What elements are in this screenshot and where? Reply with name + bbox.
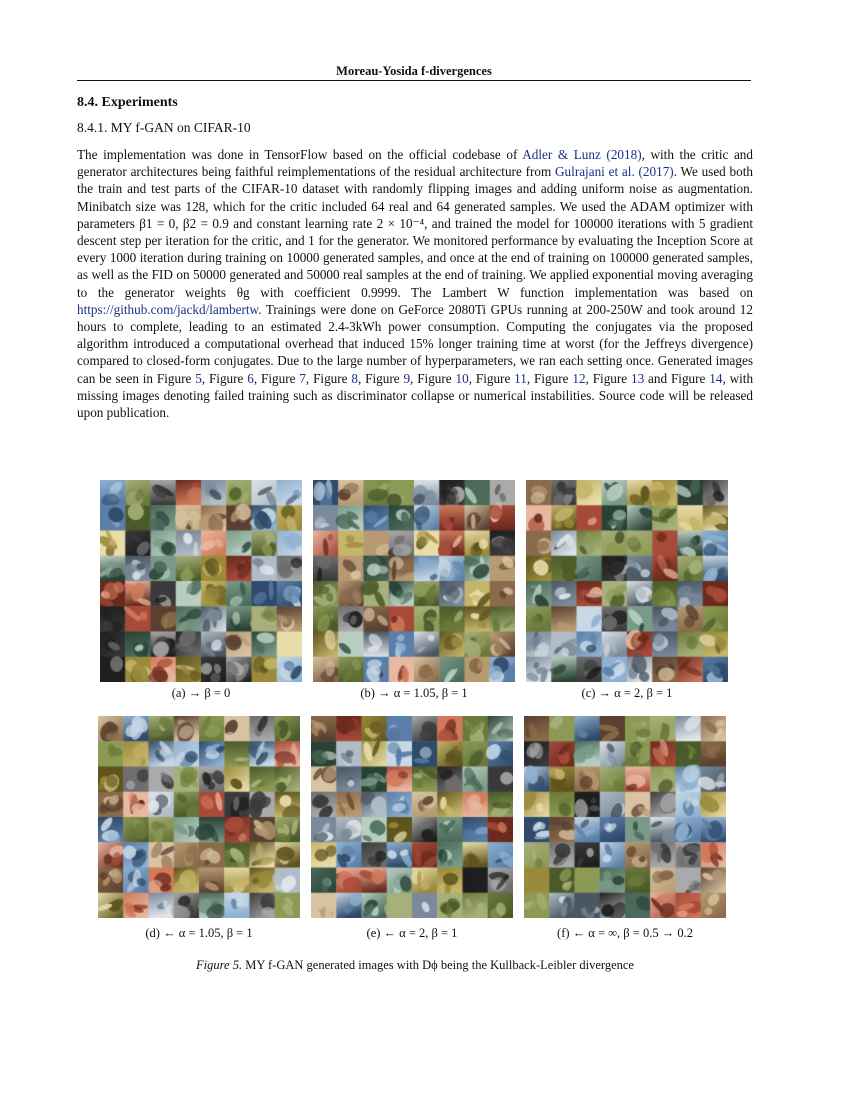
figure-ref-13[interactable]: 13	[631, 370, 645, 386]
figure-caption-label: Figure 5.	[196, 958, 243, 972]
subcaption-a: (a) → β = 0	[171, 686, 231, 700]
figure-ref-6[interactable]: 6	[247, 370, 254, 386]
sample-grid-b	[313, 480, 515, 682]
lambertw-url-link[interactable]: https://github.com/jackd/lambertw	[77, 301, 259, 317]
subcaption-d: (d) ← α = 1.05, β = 1	[145, 926, 253, 940]
subsection-title: 8.4.1. MY f-GAN on CIFAR-10	[77, 120, 251, 135]
body-text-1: The implementation was done in TensorFlow based on the official codebase of	[77, 147, 518, 162]
subcaption-f: (f) ← α = ∞, β = 0.5 → 0.2	[557, 926, 693, 940]
sample-grid-a	[100, 480, 302, 682]
figure-ref-14[interactable]: 14	[709, 370, 723, 386]
body-paragraph: The implementation was done in TensorFlow based on the official codebase of Adler & Lunz (2018), with the critic and generator architectures being faithful reimplementations of the residual architecture from Gulrajani et al. (2017). We used both the train and test parts of the CIFAR-10 dataset with randomly flipping images and adding uniform noise as augmentation. Minibatch size was 128, which for the critic included 64 real and 64 generated samples. We used the ADAM optimizer with parameters β1 = 0, β2 = 0.9 and constant learning rate 2 × 10⁻⁴, and trained the model for 100000 iterations with 5 gradient descent step per iteration for the critic, and 1 for the generator. We monitored performance by evaluating the Inception Score at every 1000 iteration during training on 10000 generated samples, and once at the end of training on 100000 generated samples, as well as the FID on 50000 generated and 50000 real samples at the end of training. We applied exponential moving averaging to the generator weights θg with coefficient 0.9999. The Lambert W function implementation was based on https://github.com/jackd/lambertw. Trainings were done on GeForce 2080Ti GPUs running at 200-250W and took around 12 hours to complete, leading to an estimated 2.4-3kWh power consumption. Computing the conjugates via the proposed algorithm introduced a computational overhead that induced 15% longer training time at worst (for the Jeffreys divergence) compared to closed-form conjugates. Due to the large number of hyperparameters, we ran each setting once. Generated images can be seen in Figure 5, Figure 6, Figure 7, Figure 8, Figure 9, Figure 10, Figure 11, Figure 12, Figure 13 and Figure 14, with missing images denoting failed training such as discriminator collapse or numerical instabilities. Source code will be released upon publication.	[77, 147, 754, 421]
figure-ref-5[interactable]: 5	[195, 370, 202, 386]
sample-grid-c-image	[526, 480, 728, 682]
section-title: 8.4. Experiments	[77, 95, 178, 110]
body-text-4: . Trainings were done on GeForce 2080Ti GPUs running at 200-250W and took around 12 hours to complete, leading to an estimated 2.4-3kWh power consumption. Computing the conjugates via the proposed algorithm introduced a computational overhead that induced 15% longer training time at worst (for the Jeffreys divergence) compared to closed-form conjugates. Due to the large number of hyperparameters, we ran each setting once. Generated images can be seen in Figure	[77, 301, 753, 386]
subcaption-c: (c) → α = 2, β = 1	[581, 686, 673, 700]
sample-grid-d-image	[98, 716, 300, 918]
figure-ref-8[interactable]: 8	[351, 370, 358, 386]
sample-grid-a-image	[100, 480, 302, 682]
body-text-5: , with missing images denoting failed training such as discriminator collapse or numerical instabilities. Source code will be released upon publication.	[77, 370, 754, 421]
citation-adler-lunz[interactable]: Adler & Lunz (2018)	[522, 147, 642, 162]
sample-grid-f-image	[524, 716, 726, 918]
sample-grid-b-image	[313, 480, 515, 682]
sample-grid-e	[311, 716, 513, 918]
citation-gulrajani[interactable]: Gulrajani et al. (2017)	[555, 164, 674, 180]
header-rule	[77, 80, 751, 81]
figure-ref-10[interactable]: 10	[455, 370, 469, 386]
subcaption-e: (e) ← α = 2, β = 1	[366, 926, 458, 940]
figure-caption-text: MY f-GAN generated images with Dϕ being the Kullback-Leibler divergence	[245, 958, 634, 972]
figure-ref-9[interactable]: 9	[403, 370, 411, 386]
running-head: Moreau-Yosida f-divergences	[336, 64, 492, 78]
subcaption-b: (b) → α = 1.05, β = 1	[360, 686, 468, 700]
body-text-2: , with the critic and generator architectures being faithful reimplementations of the residual architecture from	[77, 147, 753, 180]
figure-ref-12[interactable]: 12	[572, 370, 586, 386]
figure-caption	[77, 958, 753, 973]
sample-grid-e-image	[311, 716, 513, 918]
sample-grid-d	[98, 716, 300, 918]
figure-ref-7[interactable]: 7	[299, 370, 306, 386]
body-text-3: . We used both the train and test parts of the CIFAR-10 dataset with randomly flipping images and adding uniform noise as augmentation. Minibatch size was 128, which for the critic included 64 real and 64 generated samples. We used the ADAM optimizer with parameters β1 = 0, β2 = 0.9 and constant learning rate 2 × 10⁻⁴, and trained the model for 100000 iterations with 5 gradient descent step per iteration for the critic, and 1 for the generator. We monitored performance by evaluating the Inception Score at every 1000 iteration during training on 10000 generated samples, and once at the end of training on 100000 generated samples, as well as the FID on 50000 generated and 50000 real samples at the end of training. We applied exponential moving averaging to the generator weights θg with coefficient 0.9999. The Lambert W function implementation was based on	[77, 164, 753, 300]
sample-grid-c	[526, 480, 728, 682]
figure-ref-11[interactable]: 11	[514, 370, 527, 386]
sample-grid-f	[524, 716, 726, 918]
